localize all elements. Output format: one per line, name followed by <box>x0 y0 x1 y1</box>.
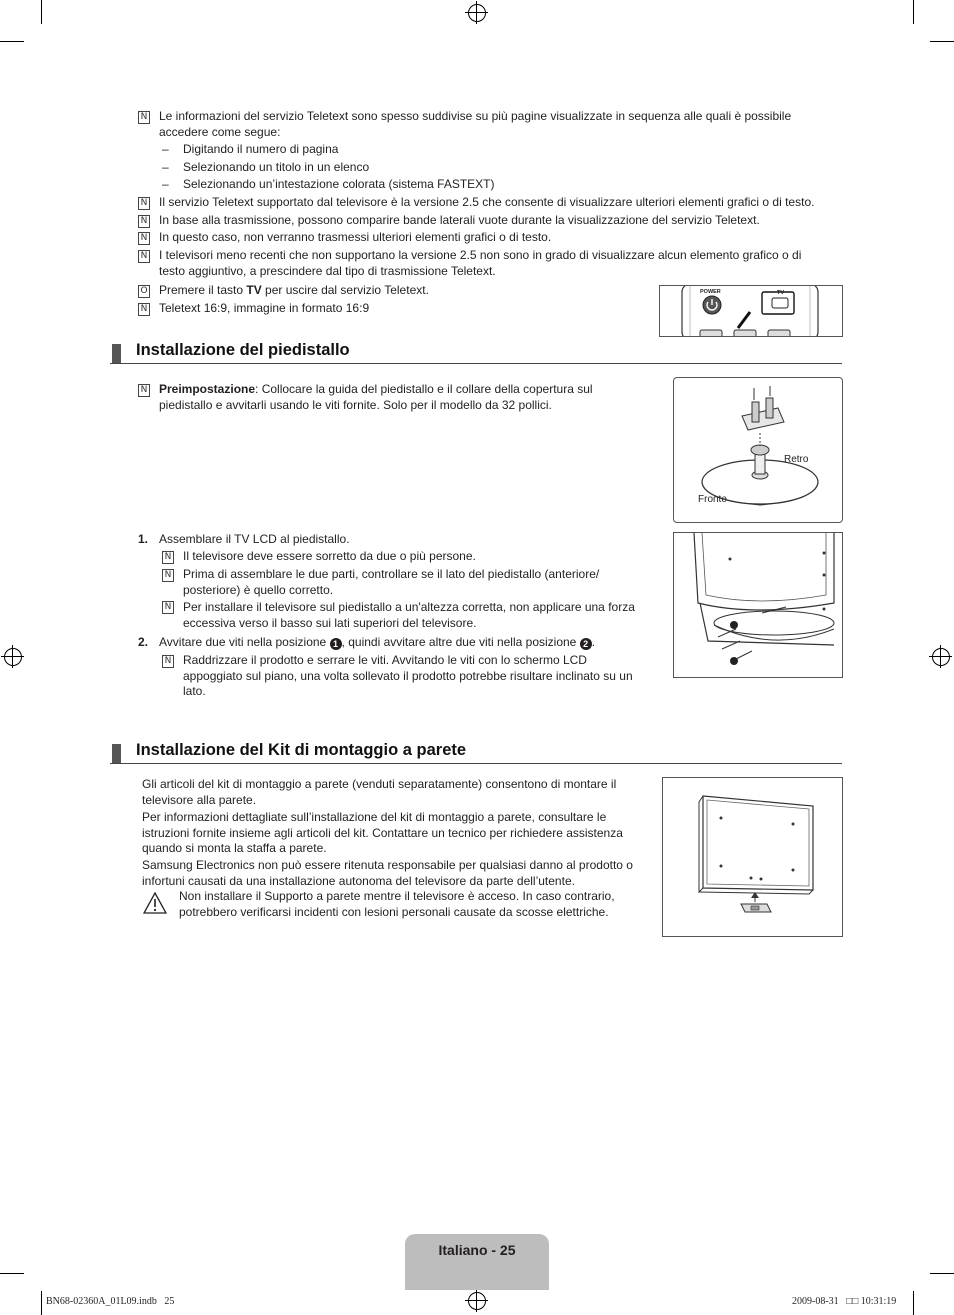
note-icon: N <box>138 303 150 316</box>
button-note-icon: O <box>138 285 150 298</box>
step-1-note-2: Prima di assemblare le due parti, controllare se il lato del piedistallo (anteriore/ posteriore) è quello corretto. <box>183 567 600 597</box>
section-heading-stand <box>110 341 842 364</box>
crop-mark <box>930 1273 954 1274</box>
position-2-badge: 2 <box>580 638 592 650</box>
tv-label: TV <box>777 290 785 296</box>
crop-mark <box>41 1291 42 1315</box>
registration-mark-icon <box>468 4 486 22</box>
step-2-text: Avvitare due viti nella posizione 1 , quindi avvitare altre due viti nella posizione 2 . <box>159 635 596 649</box>
tv-on-stand-figure <box>673 532 843 678</box>
remote-figure <box>659 285 843 337</box>
teletext-note-6: Premere il tasto TV per uscire dal servizio Teletext. <box>159 283 429 297</box>
remote-control-illustration <box>660 286 842 336</box>
crop-mark <box>0 1273 24 1274</box>
figure-label-retro: Retro <box>784 454 809 465</box>
registration-mark-icon <box>4 648 22 666</box>
note-icon: N <box>138 250 150 263</box>
crop-mark <box>0 41 24 42</box>
preset-note: Preimpostazione: Collocare la guida del piedistallo e il collare della copertura sul piedistallo e avvitarli usando le viti fornite. Solo per il modello da 32 pollici. <box>159 382 593 412</box>
teletext-note-1: Le informazioni del servizio Teletext sono spesso suddivise su più pagine visualizzate in sequenza alle quali è possibile accedere come segue: <box>159 109 792 139</box>
note-icon: N <box>138 232 150 245</box>
teletext-note-2: Il servizio Teletext supportato dal televisore è la versione 2.5 che consente di visualizzare ulteriori elementi grafici o di testo. <box>159 195 815 209</box>
teletext-note-5: I televisori meno recenti che non supportano la versione 2.5 non sono in grado di visualizzare alcun elemento grafico o di testo aggiuntivo, a prescindere dal tipo di trasmissione Teletext. <box>159 248 802 278</box>
figure-label-fronte: Fronte <box>698 494 727 505</box>
dash-item: Selezionando un titolo in un elenco <box>183 160 370 174</box>
registration-mark-icon <box>468 1292 486 1310</box>
wall-paragraph-3: Samsung Electronics non può essere ritenuta responsabile per qualsiasi danno al prodotto o infortuni causati da una installazione autonoma del televisore da parte dell’utente. <box>142 858 633 888</box>
section-title: Installazione del piedistallo <box>136 341 350 359</box>
dash-bullet: – <box>162 177 169 191</box>
dash-item: Digitando il numero di pagina <box>183 142 339 156</box>
note-icon: N <box>162 655 174 668</box>
heading-bar <box>112 744 121 763</box>
teletext-note-7: Teletext 16:9, immagine in formato 16:9 <box>159 301 370 315</box>
note-icon: N <box>162 551 174 564</box>
step-number: 2. <box>138 635 149 649</box>
crop-mark <box>913 0 914 24</box>
step-2-note: Raddrizzare il prodotto e serrare le viti. Avvitando le viti con lo schermo LCD appoggiato sul piano, una volta sollevato il prodotto potrebbe risultare inclinato su un lato. <box>183 653 633 698</box>
wall-mount-illustration <box>663 778 842 936</box>
crop-mark <box>913 1291 914 1315</box>
teletext-note-3: In base alla trasmissione, possono comparire bande laterali vuote durante la visualizzazione del servizio Teletext. <box>159 213 760 227</box>
note-icon: N <box>138 215 150 228</box>
wall-paragraph-1: Gli articoli del kit di montaggio a parete (venduti separatamente) consentono di montare il televisore alla parete. <box>142 777 617 807</box>
note-icon: N <box>162 601 174 614</box>
wall-warning: Non installare il Supporto a parete mentre il televisore è acceso. In caso contrario, potrebbero verificarsi incidenti con lesioni personali causate da scosse elettriche. <box>179 889 615 919</box>
step-number: 1. <box>138 532 149 546</box>
dash-bullet: – <box>162 160 169 174</box>
crop-mark <box>41 0 42 24</box>
section-title: Installazione del Kit di montaggio a parete <box>136 741 467 759</box>
page-label: Italiano - 25 <box>438 1242 516 1258</box>
print-slug-right: 2009-08-31 □□ 10:31:19 <box>792 1296 897 1307</box>
section-heading-wall-mount <box>110 741 842 764</box>
print-slug-left: BN68-02360A_01L09.indb 25 <box>46 1296 175 1307</box>
position-1-badge: 1 <box>330 638 342 650</box>
step-1-note-1: Il televisore deve essere sorretto da due o più persone. <box>183 549 476 563</box>
stand-assembly-figure <box>673 377 843 523</box>
page-number-tab <box>405 1234 549 1290</box>
step-1-text: Assemblare il TV LCD al piedistallo. <box>159 532 350 546</box>
step-1-note-3: Per installare il televisore sul piedistallo a un'altezza corretta, non applicare una forza eccessiva verso il basso sui lati superiori del televisore. <box>183 600 635 630</box>
registration-mark-icon <box>932 648 950 666</box>
note-icon: N <box>138 384 150 397</box>
wall-paragraph-2: Per informazioni dettagliate sull’installazione del kit di montaggio a parete, consultare le istruzioni fornite insieme agli articoli del kit. Contattare un tecnico per richiedere assistenza quando si monta la staffa a parete. <box>142 810 623 855</box>
power-label: POWER <box>700 289 721 295</box>
note-icon: N <box>138 111 150 124</box>
dash-bullet: – <box>162 142 169 156</box>
warning-icon <box>143 892 167 914</box>
tv-stand-illustration <box>674 533 842 677</box>
crop-mark <box>930 41 954 42</box>
dash-item: Selezionando un’intestazione colorata (sistema FASTEXT) <box>183 177 495 191</box>
wall-mount-figure <box>662 777 843 937</box>
note-icon: N <box>138 197 150 210</box>
teletext-note-4: In questo caso, non verranno trasmessi ulteriori elementi grafici o di testo. <box>159 230 552 244</box>
note-icon: N <box>162 569 174 582</box>
heading-bar <box>112 344 121 363</box>
